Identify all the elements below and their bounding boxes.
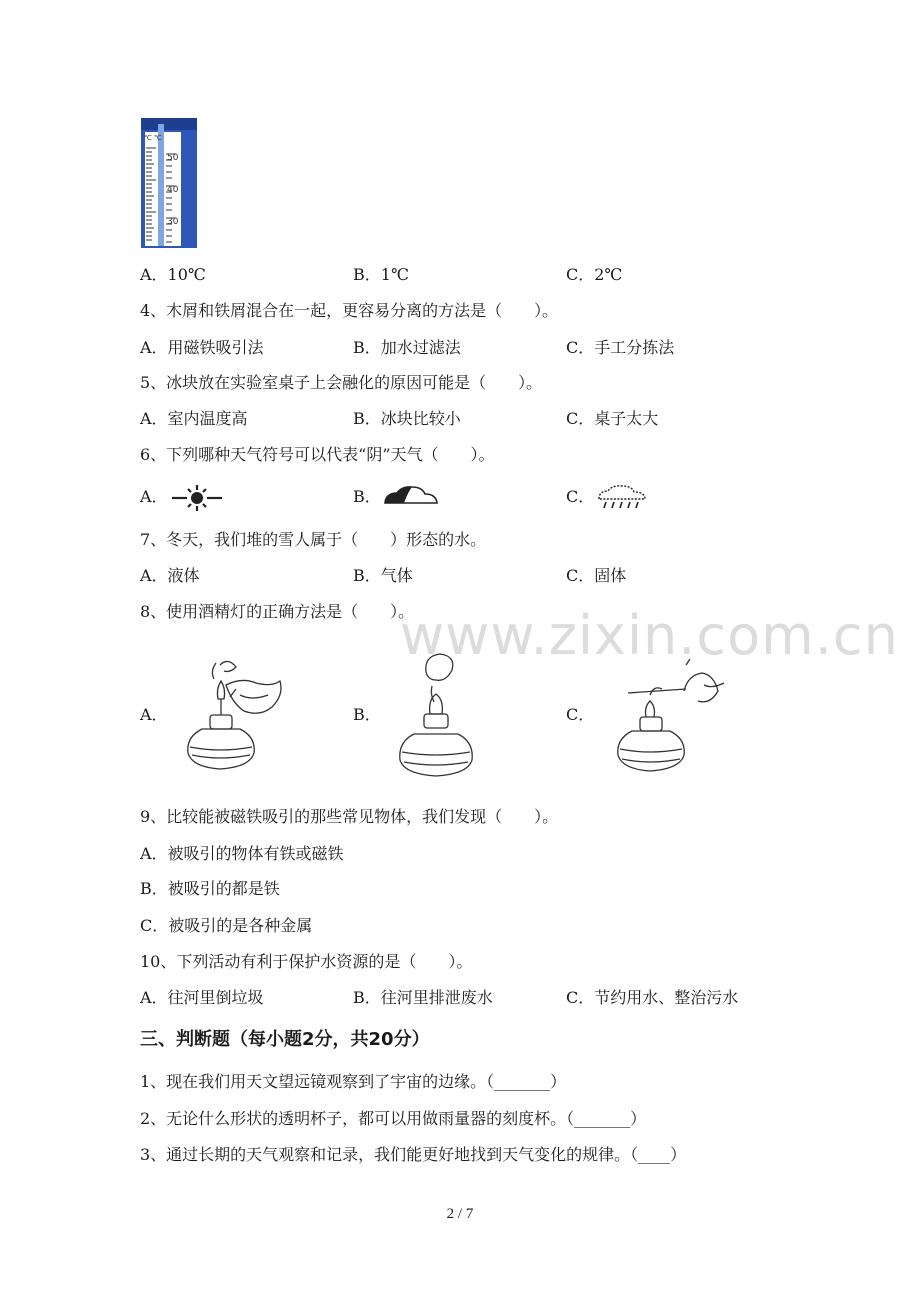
sunny-icon bbox=[170, 484, 224, 512]
watermark: www.zixin.com.cn bbox=[400, 604, 899, 667]
q6-stem: 6、下列哪种天气符号可以代表“阴”天气（ ）。 bbox=[140, 445, 495, 464]
q10-option-b: B．往河里排泄废水 bbox=[353, 988, 493, 1007]
alcohol-lamp-match-icon bbox=[610, 655, 730, 780]
rain-icon bbox=[596, 484, 648, 510]
q9-stem: 9、比较能被磁铁吸引的那些常见物体，我们发现（ ）。 bbox=[140, 807, 559, 826]
q9-option-a: A．被吸引的物体有铁或磁铁 bbox=[140, 844, 344, 863]
q7-option-c: C．固体 bbox=[566, 566, 627, 585]
tf-item-2: 2、无论什么形状的透明杯子，都可以用做雨量器的刻度杯。（_______） bbox=[140, 1109, 647, 1128]
q6-option-a: A． bbox=[140, 487, 168, 506]
q3-option-a: A．10℃ bbox=[140, 265, 206, 284]
q7-stem: 7、冬天，我们堆的雪人属于（ ）形态的水。 bbox=[140, 530, 487, 549]
q7-option-b: B．气体 bbox=[353, 566, 413, 585]
q5-stem: 5、冰块放在实验室桌子上会融化的原因可能是（ ）。 bbox=[140, 373, 543, 392]
thermometer-unit-right: ℃ bbox=[154, 134, 162, 142]
thermometer-tick-50: 50 bbox=[167, 153, 179, 163]
thermometer-tick-40: 40 bbox=[167, 185, 179, 195]
q3-option-b: B．1℃ bbox=[353, 265, 409, 284]
thermometer-tick-30: 30 bbox=[167, 217, 179, 227]
q6-option-b: B． bbox=[353, 487, 381, 506]
thermometer-image bbox=[141, 118, 197, 248]
tf-item-1: 1、现在我们用天文望远镜观察到了宇宙的边缘。（_______） bbox=[140, 1072, 567, 1091]
section-title: 三、判断题（每小题2分，共20分） bbox=[140, 1029, 430, 1050]
q4-stem: 4、木屑和铁屑混合在一起，更容易分离的方法是（ ）。 bbox=[140, 301, 559, 320]
q4-option-c: C．手工分拣法 bbox=[566, 338, 675, 357]
q9-option-b: B．被吸引的都是铁 bbox=[140, 879, 280, 898]
q6-option-c: C． bbox=[566, 487, 595, 506]
overcast-icon bbox=[382, 484, 440, 506]
q3-option-c: C．2℃ bbox=[566, 265, 623, 284]
q8-stem: 8、使用酒精灯的正确方法是（ ）。 bbox=[140, 602, 415, 621]
q5-option-b: B．冰块比较小 bbox=[353, 409, 461, 428]
q4-option-a: A．用磁铁吸引法 bbox=[140, 338, 264, 357]
q10-option-a: A．往河里倒垃圾 bbox=[140, 988, 264, 1007]
thermometer-unit-left: ℃ bbox=[144, 134, 152, 142]
q7-option-a: A．液体 bbox=[140, 566, 200, 585]
page-number: 2 / 7 bbox=[446, 1206, 474, 1222]
q8-option-c: C． bbox=[566, 705, 595, 724]
q5-option-c: C．桌子太大 bbox=[566, 409, 659, 428]
q10-stem: 10、下列活动有利于保护水资源的是（ ）。 bbox=[140, 952, 473, 971]
q5-option-a: A．室内温度高 bbox=[140, 409, 248, 428]
tf-item-3: 3、通过长期的天气观察和记录，我们能更好地找到天气变化的规律。（____） bbox=[140, 1145, 687, 1164]
q4-option-b: B．加水过滤法 bbox=[353, 338, 461, 357]
q8-option-a: A． bbox=[140, 705, 168, 724]
alcohol-lamp-cap-icon bbox=[390, 650, 480, 780]
q8-option-b: B． bbox=[353, 705, 381, 724]
q10-option-c: C．节约用水、整治污水 bbox=[566, 988, 739, 1007]
alcohol-lamp-lit-by-lamp-icon bbox=[180, 655, 290, 775]
q9-option-c: C．被吸引的是各种金属 bbox=[140, 916, 313, 935]
